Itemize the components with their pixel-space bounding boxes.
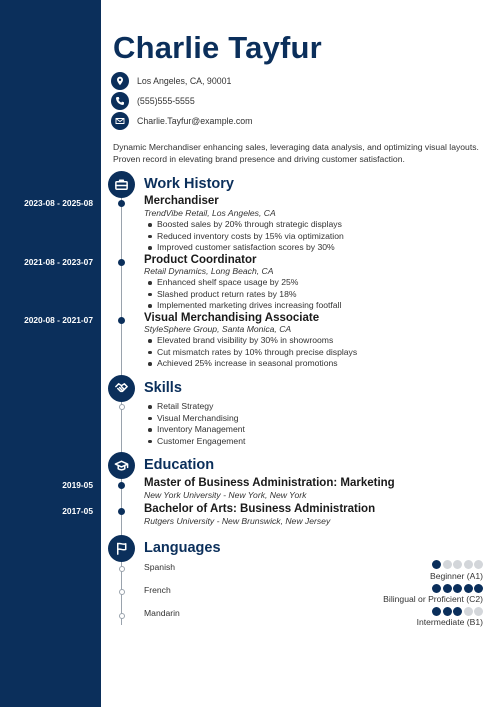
rating-dot xyxy=(474,584,483,593)
language-level-1: Beginner (A1) xyxy=(429,571,483,581)
graduation-cap-icon xyxy=(108,452,135,479)
language-name-2: French xyxy=(144,585,171,595)
phone-icon xyxy=(111,92,129,110)
skill-item: Inventory Management xyxy=(157,424,245,434)
work-history-heading: Work History xyxy=(144,176,234,192)
email-text[interactable]: Charlie.Tayfur@example.com xyxy=(137,116,253,126)
candidate-name: Charlie Tayfur xyxy=(113,30,322,65)
list-item: Boosted sales by 20% through strategic displays xyxy=(157,219,342,229)
language-rating-2 xyxy=(432,584,483,593)
degree-2: Bachelor of Arts: Business Administration xyxy=(144,503,376,515)
contact-phone xyxy=(111,92,195,110)
list-item: Enhanced shelf space usage by 25% xyxy=(157,277,341,289)
education-date-2: 2017-05 xyxy=(62,506,93,516)
list-item: Implemented marketing drives increasing footfall xyxy=(157,300,342,310)
skills-list xyxy=(157,401,245,447)
job-title-3: Visual Merchandising Associate xyxy=(144,312,320,324)
list-item: Achieved 25% increase in seasonal promotions xyxy=(157,358,357,370)
job-title-2: Product Coordinator xyxy=(144,254,257,266)
timeline-dot xyxy=(119,589,125,595)
education-date-1: 2019-05 xyxy=(62,480,93,490)
rating-dot xyxy=(464,607,473,616)
education-heading: Education xyxy=(144,457,215,473)
job-company-3: StyleSphere Group, Santa Monica, CA xyxy=(144,324,292,334)
list-item: Slashed product return rates by 18% xyxy=(157,289,341,301)
phone-text: (555)555-5555 xyxy=(137,96,195,106)
timeline-dot xyxy=(118,508,125,515)
rating-dot xyxy=(453,607,462,616)
degree-1: Master of Business Administration: Marketing xyxy=(144,477,395,489)
work-date-1: 2023-08 - 2025-08 xyxy=(24,198,93,208)
job-bullets-3 xyxy=(157,335,357,370)
location-pin-icon xyxy=(111,72,129,90)
timeline-dot xyxy=(118,317,125,324)
language-rating-1 xyxy=(432,560,483,569)
rating-dot xyxy=(443,584,452,593)
rating-dot xyxy=(432,560,441,569)
language-name-3: Mandarin xyxy=(144,608,180,618)
timeline-dot xyxy=(118,200,125,207)
rating-dot xyxy=(464,560,473,569)
language-level-3: Intermediate (B1) xyxy=(416,617,483,627)
list-item: Cut mismatch rates by 10% through precise displays xyxy=(157,346,358,357)
contact-address xyxy=(111,72,231,90)
timeline-dot xyxy=(118,259,125,266)
envelope-icon xyxy=(111,112,129,130)
rating-dot xyxy=(453,584,462,593)
timeline-dot xyxy=(119,566,125,572)
school-2: Rutgers University - New Brunswick, New Jersey xyxy=(144,516,331,526)
rating-dot xyxy=(474,607,483,616)
rating-dot xyxy=(432,607,441,616)
languages-heading: Languages xyxy=(144,540,221,556)
list-item: Reduced inventory costs by 15% via optimization xyxy=(157,230,344,241)
flag-icon xyxy=(108,535,135,562)
job-bullets-1 xyxy=(157,219,344,254)
job-bullets-2 xyxy=(157,277,341,312)
contact-email xyxy=(111,112,253,130)
skill-item: Retail Strategy xyxy=(157,401,245,413)
skills-heading: Skills xyxy=(144,380,182,396)
skill-item: Customer Engagement xyxy=(157,435,246,446)
address-text: Los Angeles, CA, 90001 xyxy=(137,76,232,86)
language-rating-3 xyxy=(432,607,483,616)
briefcase-icon xyxy=(108,171,135,198)
job-company-2: Retail Dynamics, Long Beach, CA xyxy=(144,266,274,276)
job-company-1: TrendVibe Retail, Los Angeles, CA xyxy=(144,208,276,218)
job-title-1: Merchandiser xyxy=(144,195,219,207)
list-item: Elevated brand visibility by 30% in showrooms xyxy=(157,335,357,347)
rating-dot xyxy=(464,584,473,593)
language-name-1: Spanish xyxy=(144,562,176,572)
skill-item: Visual Merchandising xyxy=(157,413,245,425)
language-level-2: Bilingual or Proficient (C2) xyxy=(383,594,483,604)
rating-dot xyxy=(432,584,441,593)
school-1: New York University - New York, New York xyxy=(144,490,307,500)
rating-dot xyxy=(443,560,452,569)
work-date-3: 2020-08 - 2021-07 xyxy=(24,315,93,325)
timeline-dot xyxy=(119,404,125,410)
work-date-2: 2021-08 - 2023-07 xyxy=(24,257,93,267)
handshake-icon xyxy=(108,375,135,402)
rating-dot xyxy=(453,560,462,569)
list-item: Improved customer satisfaction scores by 30% xyxy=(157,242,344,254)
timeline-dot xyxy=(119,613,125,619)
rating-dot xyxy=(474,560,483,569)
sidebar xyxy=(0,0,101,707)
professional-summary: Dynamic Merchandiser enhancing sales, leveraging data analysis, and optimizing visual layouts. Proven record in elevating brand presence and driving customer satisfaction. xyxy=(113,142,479,164)
rating-dot xyxy=(443,607,452,616)
timeline-dot xyxy=(118,482,125,489)
